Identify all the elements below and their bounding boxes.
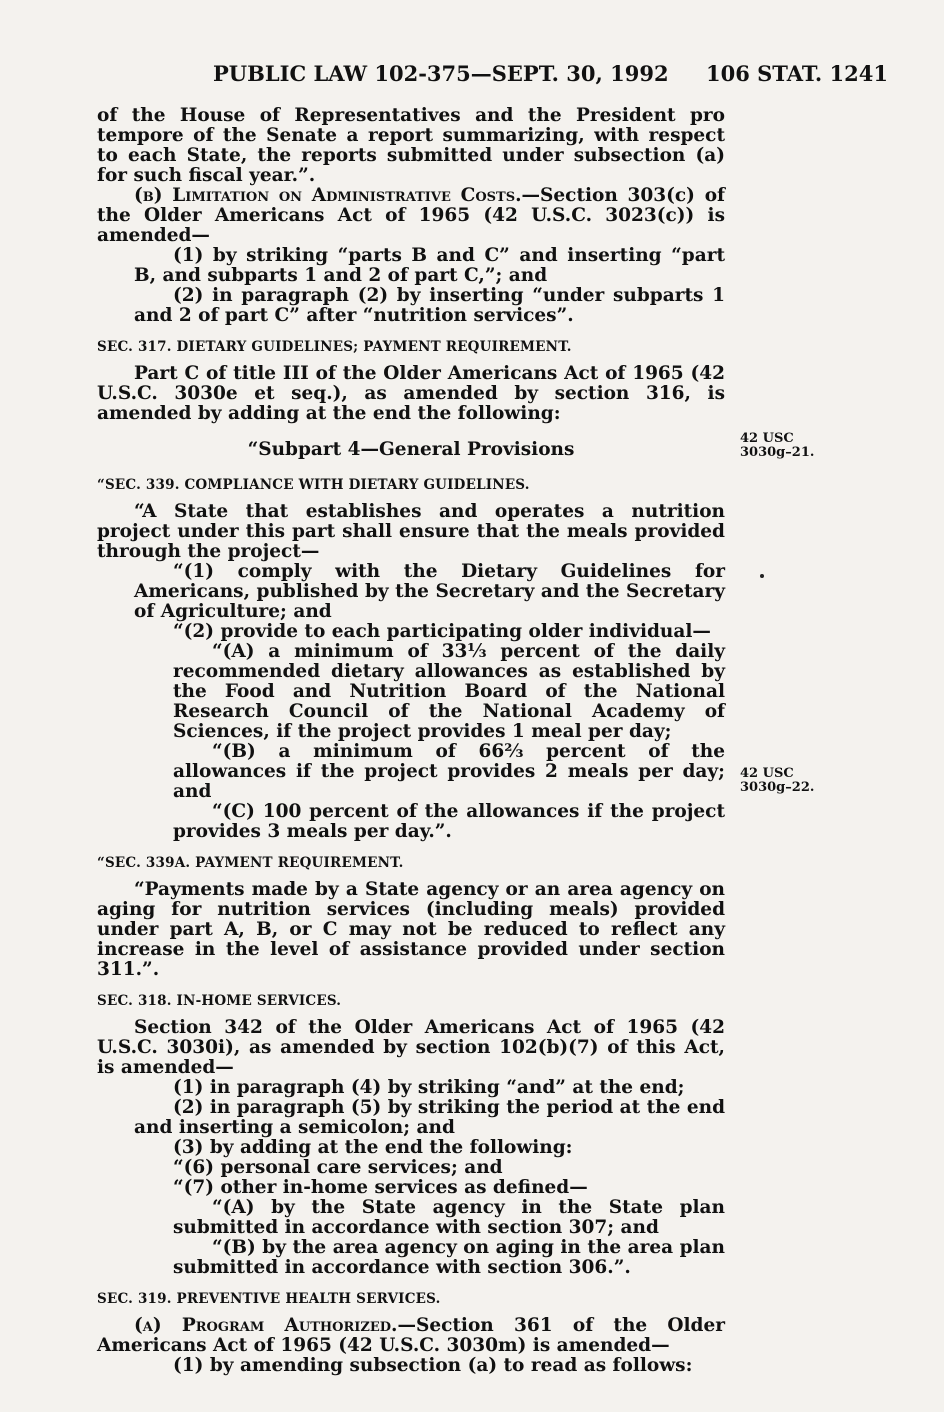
paragraph-item: (2) in paragraph (2) by inserting “under subparts 1 and 2 of part C” after “nutrition services”. xyxy=(134,285,725,326)
subpart-heading: “Subpart 4—General Provisions xyxy=(247,439,575,460)
paragraph-item: (1) by striking “parts B and C” and inserting “part B, and subparts 1 and 2 of part C,”; and xyxy=(134,245,725,286)
subsection-text: —Section 303(c) of the Older Americans Act of 1965 (42 U.S.C. 3023(c)) is amended— xyxy=(97,185,725,246)
paragraph: Section 342 of the Older Americans Act of 1965 (42 U.S.C. 3030i), as amended by section 102(b)(7) of this Act, is amended— xyxy=(97,1017,725,1078)
paragraph-item: “(7) other in-home services as defined— xyxy=(173,1177,588,1198)
paragraph: Part C of title III of the Older Americans Act of 1965 (42 U.S.C. 3030e et seq.), as amended by section 316, is amended by adding at the end the following: xyxy=(97,363,725,424)
section-heading-339a: “SEC. 339A. PAYMENT REQUIREMENT. xyxy=(97,855,404,871)
paragraph-item: “(1) comply with the Dietary Guidelines for Americans, published by the Secretary and the Secretary of Agriculture; and xyxy=(134,561,725,622)
subparagraph-item: “(C) 100 percent of the allowances if the project provides 3 meals per day.”. xyxy=(173,801,725,842)
paragraph: of the House of Representatives and the President pro tempore of the Senate a report summarizing, with respect to each State, the reports submitted under subsection (a) for such fiscal year.”. xyxy=(97,105,725,186)
subsection-heading: (a) Program Authorized. xyxy=(134,1315,398,1336)
subparagraph-item: “(B) a minimum of 66⅔ percent of the allowances if the project provides 2 meals per day; and xyxy=(173,741,725,802)
margin-citation-339a: 42 USC 3030g–22. xyxy=(740,766,815,795)
subsection-b xyxy=(97,186,725,246)
section-heading-319: SEC. 319. PREVENTIVE HEALTH SERVICES. xyxy=(97,1291,441,1307)
paragraph-item: (2) in paragraph (5) by striking the period at the end and inserting a semicolon; and xyxy=(134,1097,725,1138)
page-number-stat: 106 STAT. 1241 xyxy=(706,61,888,86)
paragraph-item: (1) by amending subsection (a) to read as follows: xyxy=(173,1355,693,1376)
section-heading-339: “SEC. 339. COMPLIANCE WITH DIETARY GUIDELINES. xyxy=(97,477,530,493)
paragraph: “A State that establishes and operates a nutrition project under this part shall ensure that the meals provided through the project— xyxy=(97,501,725,562)
subsection-heading: (b) Limitation on Administrative Costs. xyxy=(134,185,522,206)
paragraph: “Payments made by a State agency or an area agency on aging for nutrition services (including meals) provided under part A, B, or C may not be reduced to reflect any increase in the level of assistance provided under section 311.”. xyxy=(97,879,725,980)
subparagraph-item: “(A) by the State agency in the State plan submitted in accordance with section 307; and xyxy=(173,1197,725,1238)
body-text xyxy=(97,106,725,1376)
paragraph-item: (3) by adding at the end the following: xyxy=(173,1137,573,1158)
paragraph-item: “(2) provide to each participating older individual— xyxy=(173,621,711,642)
section-heading-318: SEC. 318. IN-HOME SERVICES. xyxy=(97,993,342,1009)
subparagraph-item: “(A) a minimum of 33⅓ percent of the daily recommended dietary allowances as established by the Food and Nutrition Board of the National Research Council of the National Academy of Sciences, if the project provides 1 meal per day; xyxy=(173,641,725,742)
margin-dot-mark xyxy=(760,574,764,578)
margin-citation-339: 42 USC 3030g–21. xyxy=(740,431,815,460)
subparagraph-item: “(B) by the area agency on aging in the area plan submitted in accordance with section 306.”. xyxy=(173,1237,725,1278)
paragraph-item: (1) in paragraph (4) by striking “and” at the end; xyxy=(173,1077,685,1098)
section-heading-317: SEC. 317. DIETARY GUIDELINES; PAYMENT REQUIREMENT. xyxy=(97,339,572,355)
subsection-a xyxy=(97,1316,725,1356)
running-header-title: PUBLIC LAW 102-375—SEPT. 30, 1992 xyxy=(213,61,669,86)
paragraph-item: “(6) personal care services; and xyxy=(173,1157,503,1178)
subsection-text: —Section 361 of the Older Americans Act of 1965 (42 U.S.C. 3030m) is amended— xyxy=(97,1315,725,1356)
